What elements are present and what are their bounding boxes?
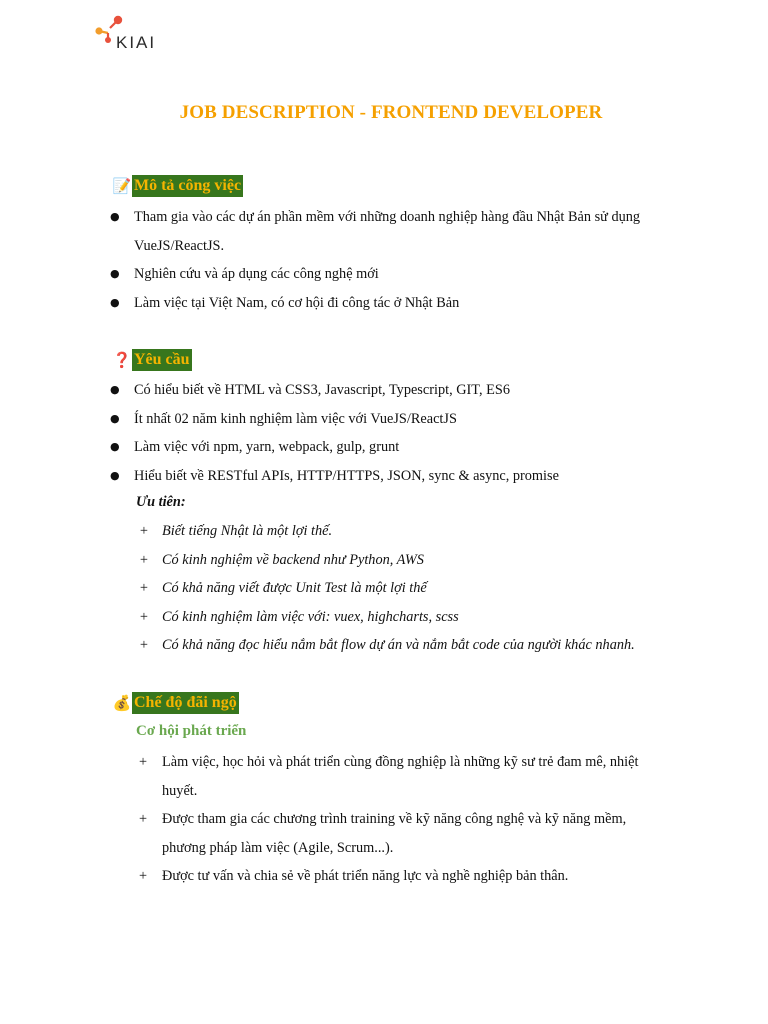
list-item: ● Ít nhất 02 năm kinh nghiệm làm việc với VueJS/ReactJS [110,405,690,434]
section-heading-benefits [112,691,239,715]
priority-list [139,517,679,660]
kiai-logo [93,14,173,54]
plus-icon: + [139,868,148,884]
plus-icon: + [139,754,148,770]
list-item: ● Hiểu biết về RESTful APIs, HTTP/HTTPS, JSON, sync & async, promise [110,462,690,491]
list-item: + Được tham gia các chương trình training về kỹ năng công nghệ và kỹ năng mềm, phương pháp làm việc (Agile, Scrum...). [139,805,649,862]
bullet-icon: ● [110,468,120,482]
list-item: ● Tham gia vào các dự án phần mềm với những doanh nghiệp hàng đầu Nhật Bản sử dụng VueJS/ReactJS. [110,203,680,260]
priority-label: Ưu tiên: [136,494,186,510]
requirements-list [110,376,690,490]
list-item: + Được tư vấn và chia sẻ về phát triển năng lực và nghề nghiệp bản thân. [139,862,649,891]
bullet-icon: ● [110,210,120,223]
plus-icon: + [139,580,149,596]
section-heading-description [112,174,243,198]
description-list [110,203,680,317]
list-item: + Có khả năng đọc hiểu nắm bắt flow dự án và nắm bắt code của người khác nhanh. [139,631,679,660]
list-item: + Biết tiếng Nhật là một lợi thế. [139,517,679,546]
question-mark-icon: ❓ [112,350,132,369]
bullet-icon: ● [110,383,120,396]
bullet-icon: ● [110,440,120,453]
list-item: ● Làm việc tại Việt Nam, có cơ hội đi công tác ở Nhật Bản [110,289,680,318]
benefits-subheading: Cơ hội phát triển [136,723,247,739]
plus-icon: + [139,523,149,539]
list-item: + Có khả năng viết được Unit Test là một lợi thế [139,574,679,603]
section-heading-label: Yêu cầu [132,349,192,372]
bullet-icon: ● [110,267,120,280]
list-item: ● Có hiểu biết về HTML và CSS3, Javascript, Typescript, GIT, ES6 [110,376,690,405]
list-item: ● Nghiên cứu và áp dụng các công nghệ mới [110,260,680,289]
money-bag-icon: 💰 [112,693,132,712]
list-item: + Có kinh nghiệm làm việc với: vuex, highcharts, scss [139,603,679,632]
list-item: + Làm việc, học hỏi và phát triển cùng đồng nghiệp là những kỹ sư trẻ đam mê, nhiệt huyết. [139,748,649,805]
memo-icon: 📝 [112,176,132,195]
benefits-list [139,748,649,891]
section-heading-label: Mô tả công việc [132,175,243,198]
list-item: ● Làm việc với npm, yarn, webpack, gulp, grunt [110,433,690,462]
plus-icon: + [139,551,149,568]
logo-mark-icon [93,14,173,54]
plus-icon: + [139,637,149,653]
plus-icon: + [139,811,148,827]
bullet-icon: ● [110,295,120,309]
plus-icon: + [139,608,149,625]
bullet-icon: ● [110,411,120,425]
section-heading-requirements [112,348,192,372]
list-item: + Có kinh nghiệm về backend như Python, AWS [139,546,679,575]
page-title: JOB DESCRIPTION - FRONTEND DEVELOPER [179,102,603,123]
logo-text: KIAI [116,33,157,52]
section-heading-label: Chế độ đãi ngộ [132,692,239,715]
